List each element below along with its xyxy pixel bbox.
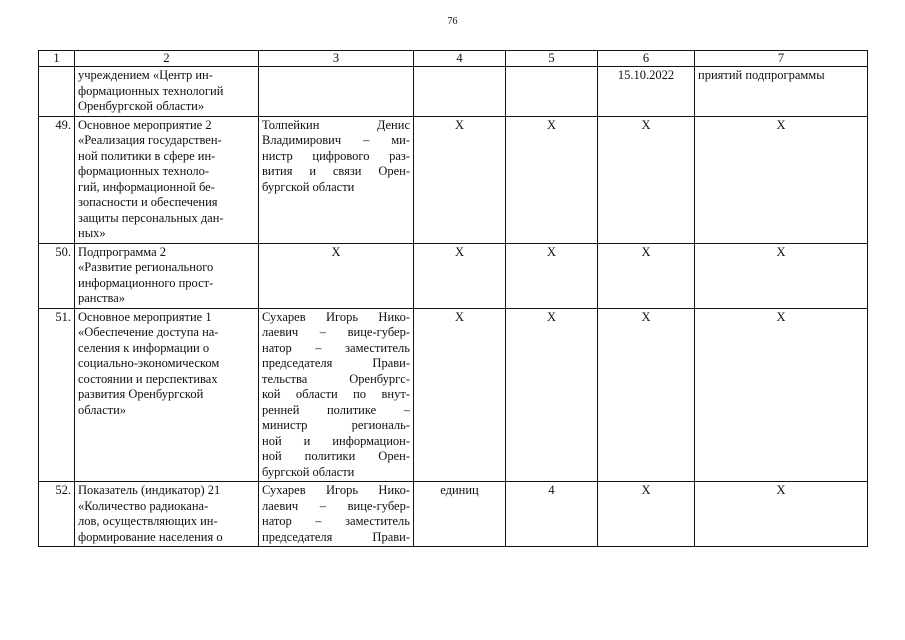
column-header: 4: [414, 51, 506, 67]
measures-table: [38, 50, 868, 547]
row-number-cell: 52.: [39, 482, 75, 547]
text-line: «Количество радиоканa-: [78, 498, 209, 513]
column-header: 7: [695, 51, 868, 67]
unit-cell: X: [414, 308, 506, 482]
text-line: формационных техноло-: [78, 164, 210, 178]
text-line: натор – заместитель: [262, 514, 410, 528]
measure-name-cell: [75, 243, 259, 308]
text-line: лаевич – вице-губер-: [262, 325, 410, 339]
text-line: селения к информации о: [78, 340, 210, 355]
unit-cell: [414, 67, 506, 117]
date-cell: X: [598, 308, 695, 482]
text-line: председателя Прави-: [262, 529, 410, 544]
note-cell: X: [695, 243, 868, 308]
date-cell: X: [598, 482, 695, 547]
responsible-cell: X: [259, 243, 414, 308]
column-header: 6: [598, 51, 695, 67]
column-number-row: [39, 51, 868, 67]
text-line: «Обеспечение доступа на-: [78, 325, 219, 339]
column-header: 1: [39, 51, 75, 67]
text-line: Сухарев Игорь Нико-: [262, 483, 410, 497]
text-line: Основное мероприятие 1: [78, 309, 212, 324]
responsible-cell: [259, 482, 414, 547]
text-line: учреждением «Центр ин-: [78, 68, 213, 82]
table-row-49: [39, 116, 868, 243]
value-cell: X: [506, 243, 598, 308]
date-cell: X: [598, 116, 695, 243]
text-line: «Развитие регионального: [78, 260, 214, 274]
text-line: социально-экономическом: [78, 356, 220, 370]
text-line: Оренбургской области»: [78, 99, 205, 113]
unit-cell: X: [414, 243, 506, 308]
table-row-continued: [39, 67, 868, 117]
text-line: бургской области: [262, 179, 355, 194]
row-number-cell: 51.: [39, 308, 75, 482]
text-line: развития Оренбургской: [78, 387, 204, 401]
note-cell: X: [695, 116, 868, 243]
column-header: 5: [506, 51, 598, 67]
table-row-50: [39, 243, 868, 308]
text-line: вития и связи Орен-: [262, 164, 410, 178]
unit-cell: единиц: [414, 482, 506, 547]
text-line: ной и информацион-: [262, 433, 410, 448]
text-line: информационного прост-: [78, 275, 214, 290]
text-line: области»: [78, 402, 127, 417]
measure-name-cell: [75, 482, 259, 547]
text-line: Показатель (индикатор) 21: [78, 483, 221, 497]
text-line: натор – заместитель: [262, 340, 410, 355]
measure-name-cell: [75, 308, 259, 482]
value-cell: [506, 67, 598, 117]
text-line: председателя Прави-: [262, 356, 410, 370]
responsible-cell: [259, 116, 414, 243]
responsible-cell: [259, 308, 414, 482]
unit-cell: X: [414, 116, 506, 243]
value-cell: 4: [506, 482, 598, 547]
text-line: Подпрограмма 2: [78, 244, 167, 259]
text-line: лов, осуществляющих ин-: [78, 514, 218, 528]
note-cell: X: [695, 482, 868, 547]
table-row-52: [39, 482, 868, 547]
responsible-cell: [259, 67, 414, 117]
row-number-cell: 49.: [39, 116, 75, 243]
date-cell: X: [598, 243, 695, 308]
text-line: ной политики в сфере ин-: [78, 148, 216, 163]
text-line: Владимирович – ми-: [262, 133, 410, 147]
note-cell: X: [695, 308, 868, 482]
text-line: Толпейкин Денис: [262, 117, 410, 132]
text-line: Сухарев Игорь Нико-: [262, 309, 410, 324]
row-number-cell: 50.: [39, 243, 75, 308]
text-line: ранства»: [78, 291, 126, 305]
text-line: гий, информационной бе-: [78, 179, 215, 194]
text-line: ной политики Орен-: [262, 449, 410, 463]
text-line: нистр цифрового раз-: [262, 148, 410, 163]
text-line: тельства Оренбургс-: [262, 371, 410, 386]
text-line: защиты персональных дан-: [78, 210, 224, 225]
text-line: «Реализация государствен-: [78, 133, 222, 147]
value-cell: X: [506, 308, 598, 482]
column-header: 2: [75, 51, 259, 67]
date-cell: 15.10.2022: [598, 67, 695, 117]
column-header: 3: [259, 51, 414, 67]
text-line: бургской области: [262, 464, 355, 479]
page-number: 76: [447, 16, 458, 27]
text-line: состоянии и перспективах: [78, 371, 218, 386]
text-line: формационных технологий: [78, 83, 224, 98]
text-line: ных»: [78, 226, 106, 240]
measure-name-cell: [75, 67, 259, 117]
text-line: лаевич – вице-губер-: [262, 498, 410, 513]
text-line: Основное мероприятие 2: [78, 117, 212, 132]
text-line: ренней политике –: [262, 402, 410, 417]
table-row-51: [39, 308, 868, 482]
value-cell: X: [506, 116, 598, 243]
text-line: министр региональ-: [262, 418, 410, 432]
text-line: кой области по внут-: [262, 387, 410, 401]
row-number-cell: [39, 67, 75, 117]
text-line: зопасности и обеспечения: [78, 195, 218, 209]
text-line: формирование населения о: [78, 529, 223, 544]
note-cell: приятий подпрограммы: [695, 67, 868, 117]
measure-name-cell: [75, 116, 259, 243]
